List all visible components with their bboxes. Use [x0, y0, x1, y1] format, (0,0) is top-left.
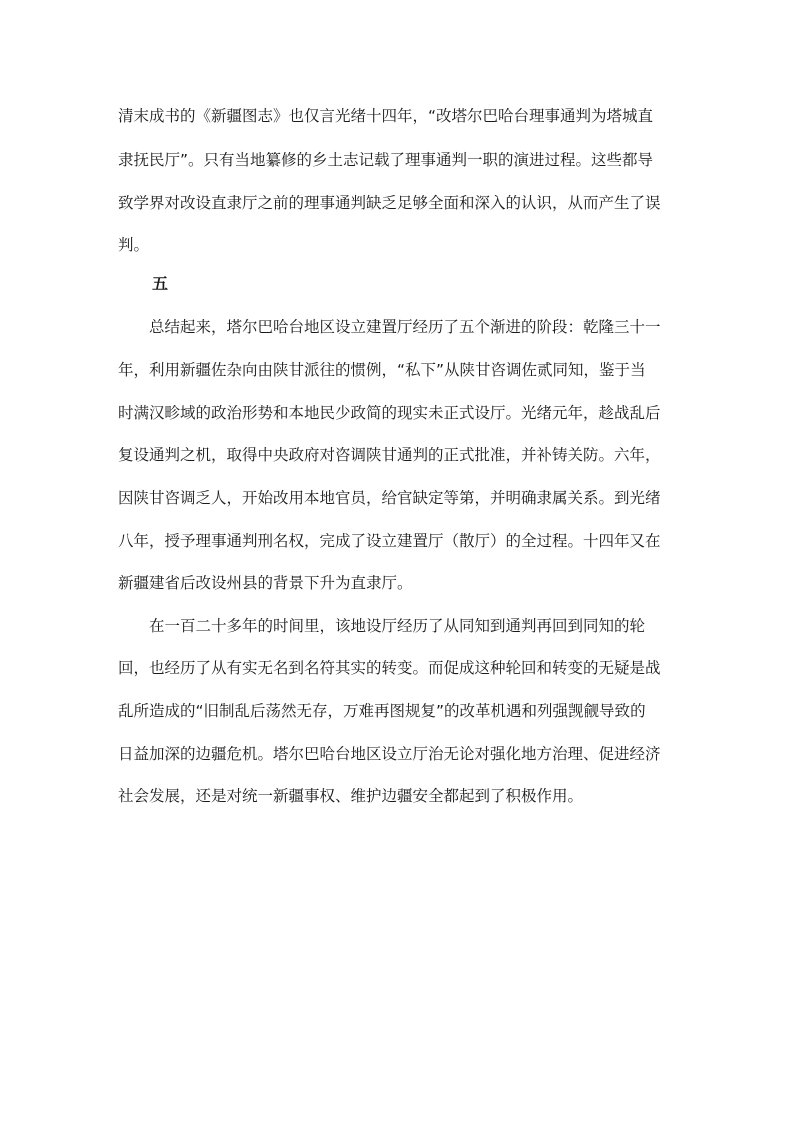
- paragraph-3-line-5: 社会发展，还是对统一新疆事权、维护边疆安全都起到了积极作用。: [118, 787, 584, 805]
- section-heading: 五: [152, 274, 169, 293]
- paragraph-1-line-3: 致学界对改设直隶厅之前的理事通判缺乏足够全面和深入的认识，从而产生了误: [118, 194, 661, 212]
- paragraph-3-line-1: 在一百二十多年的时间里，该地设厅经历了从同知到通判再回到同知的轮: [149, 617, 646, 635]
- paragraph-3-line-3: 乱所造成的“旧制乱后荡然无存，万难再图规复”的改革机遇和列强觊觎导致的: [118, 702, 646, 720]
- paragraph-2-line-4: 复设通判之机，取得中央政府对咨调陕甘通判的正式批准，并补铸关防。六年，: [118, 446, 661, 464]
- paragraph-2-line-2: 年，利用新疆佐杂向由陕甘派往的惯例，“私下”从陕甘咨调佐贰同知，鉴于当: [118, 361, 646, 379]
- paragraph-3-line-2: 回，也经历了从有实无名到名符其实的转变。而促成这种轮回和转变的无疑是战: [118, 659, 661, 677]
- paragraph-1-line-2: 隶抚民厅”。只有当地纂修的乡土志记载了理事通判一职的演进过程。这些都导: [118, 151, 654, 169]
- paragraph-2-line-6: 八年，授予理事通判刑名权，完成了设立建置厅（散厅）的全过程。十四年又在: [118, 532, 661, 550]
- paragraph-3-line-4: 日益加深的边疆危机。塔尔巴哈台地区设立厅治无论对强化地方治理、促进经济: [118, 745, 661, 763]
- paragraph-2-line-1: 总结起来，塔尔巴哈台地区设立建置厅经历了五个渐进的阶段：乾隆三十一: [149, 318, 661, 336]
- paragraph-2-line-3: 时满汉畛域的政治形势和本地民少政简的现实未正式设厅。光绪元年，趁战乱后: [118, 404, 661, 422]
- paragraph-2-line-7: 新疆建省后改设州县的背景下升为直隶厅。: [118, 574, 413, 592]
- paragraph-1-line-1: 清末成书的《新疆图志》也仅言光绪十四年，“改塔尔巴哈台理事通判为塔城直: [118, 107, 654, 125]
- paragraph-2-line-5: 因陕甘咨调乏人，开始改用本地官员，给官缺定等第，并明确隶属关系。到光绪: [118, 489, 661, 507]
- paragraph-1-line-4: 判。: [118, 236, 150, 254]
